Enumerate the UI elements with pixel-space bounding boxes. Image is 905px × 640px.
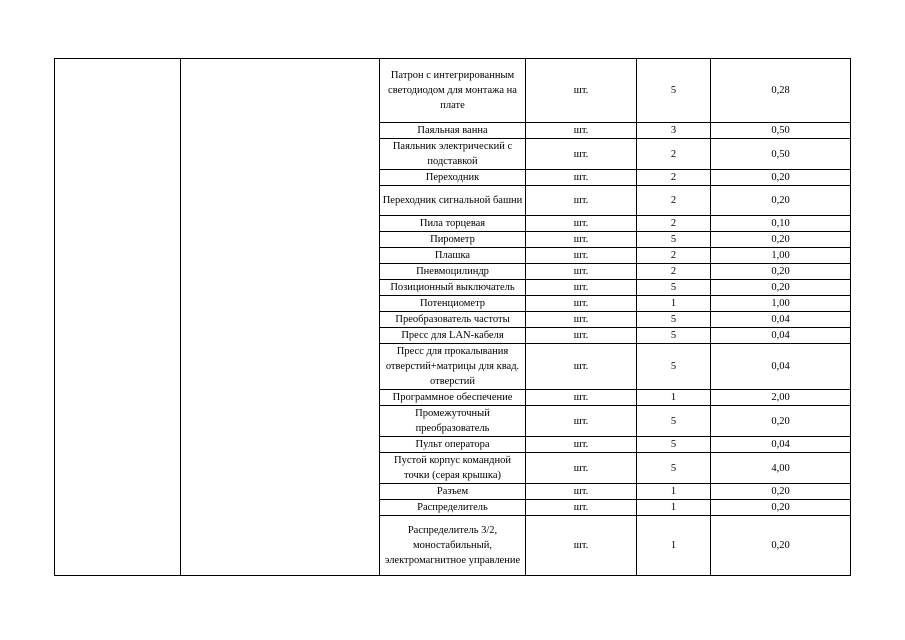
cell-qty: 2 (637, 170, 711, 186)
cell-name: Преобразователь частоты (380, 312, 526, 328)
cell-name: Патрон с интегрированным светодиодом для монтажа на плате (380, 59, 526, 123)
cell-value: 2,00 (711, 390, 851, 406)
cell-name: Паяльная ванна (380, 123, 526, 139)
cell-unit: шт. (526, 216, 637, 232)
cell-unit: шт. (526, 170, 637, 186)
cell-qty: 5 (637, 453, 711, 484)
cell-qty: 5 (637, 437, 711, 453)
cell-qty: 3 (637, 123, 711, 139)
cell-qty: 2 (637, 264, 711, 280)
cell-unit: шт. (526, 516, 637, 576)
cell-unit: шт. (526, 123, 637, 139)
cell-qty: 2 (637, 139, 711, 170)
cell-unit: шт. (526, 500, 637, 516)
cell-name: Распределитель (380, 500, 526, 516)
cell-unit: шт. (526, 344, 637, 390)
cell-name: Пила торцевая (380, 216, 526, 232)
cell-qty: 2 (637, 216, 711, 232)
cell-unit: шт. (526, 453, 637, 484)
cell-value: 0,04 (711, 344, 851, 390)
cell-value: 0,04 (711, 437, 851, 453)
cell-value: 0,04 (711, 328, 851, 344)
cell-name: Переходник (380, 170, 526, 186)
cell-name: Пустой корпус командной точки (серая крышка) (380, 453, 526, 484)
cell-value: 0,20 (711, 406, 851, 437)
cell-name: Переходник сигнальной башни (380, 186, 526, 216)
cell-unit: шт. (526, 232, 637, 248)
cell-name: Потенциометр (380, 296, 526, 312)
cell-value: 0,04 (711, 312, 851, 328)
cell-name: Распределитель 3/2, моностабильный, электромагнитное управление (380, 516, 526, 576)
cell-value: 0,50 (711, 139, 851, 170)
cell-name: Пневмоцилиндр (380, 264, 526, 280)
cell-name: Промежуточный преобразователь (380, 406, 526, 437)
cell-value: 0,28 (711, 59, 851, 123)
cell-value: 0,20 (711, 264, 851, 280)
cell-qty: 1 (637, 390, 711, 406)
cell-value: 0,20 (711, 170, 851, 186)
cell-unit: шт. (526, 328, 637, 344)
cell-qty: 1 (637, 516, 711, 576)
cell-unit: шт. (526, 186, 637, 216)
cell-qty: 5 (637, 280, 711, 296)
cell-value: 0,20 (711, 280, 851, 296)
cell-value: 0,20 (711, 484, 851, 500)
cell-qty: 5 (637, 232, 711, 248)
cell-value: 0,20 (711, 232, 851, 248)
cell-unit: шт. (526, 248, 637, 264)
cell-unit: шт. (526, 406, 637, 437)
cell-unit: шт. (526, 437, 637, 453)
cell-name: Пирометр (380, 232, 526, 248)
cell-name: Пульт оператора (380, 437, 526, 453)
cell-qty: 1 (637, 500, 711, 516)
blank-column-2 (181, 59, 380, 576)
cell-value: 0,20 (711, 500, 851, 516)
cell-qty: 1 (637, 484, 711, 500)
cell-value: 0,10 (711, 216, 851, 232)
cell-name: Программное обеспечение (380, 390, 526, 406)
table-row (55, 59, 851, 123)
table-body (55, 59, 851, 576)
cell-value: 0,50 (711, 123, 851, 139)
cell-name: Пресс для прокалывания отверстий+матрицы для квад. отверстий (380, 344, 526, 390)
cell-qty: 5 (637, 406, 711, 437)
cell-unit: шт. (526, 390, 637, 406)
cell-value: 4,00 (711, 453, 851, 484)
cell-value: 1,00 (711, 296, 851, 312)
cell-qty: 2 (637, 248, 711, 264)
cell-unit: шт. (526, 264, 637, 280)
cell-qty: 5 (637, 328, 711, 344)
cell-unit: шт. (526, 280, 637, 296)
cell-name: Пресс для LAN-кабеля (380, 328, 526, 344)
blank-column-1 (55, 59, 181, 576)
cell-unit: шт. (526, 59, 637, 123)
cell-value: 1,00 (711, 248, 851, 264)
cell-unit: шт. (526, 312, 637, 328)
cell-unit: шт. (526, 139, 637, 170)
cell-name: Плашка (380, 248, 526, 264)
cell-qty: 5 (637, 312, 711, 328)
cell-qty: 2 (637, 186, 711, 216)
cell-qty: 5 (637, 344, 711, 390)
cell-qty: 5 (637, 59, 711, 123)
cell-value: 0,20 (711, 186, 851, 216)
cell-qty: 1 (637, 296, 711, 312)
equipment-table (54, 58, 851, 576)
cell-value: 0,20 (711, 516, 851, 576)
cell-name: Паяльник электрический с подставкой (380, 139, 526, 170)
cell-unit: шт. (526, 484, 637, 500)
cell-unit: шт. (526, 296, 637, 312)
cell-name: Позиционный выключатель (380, 280, 526, 296)
cell-name: Разъем (380, 484, 526, 500)
